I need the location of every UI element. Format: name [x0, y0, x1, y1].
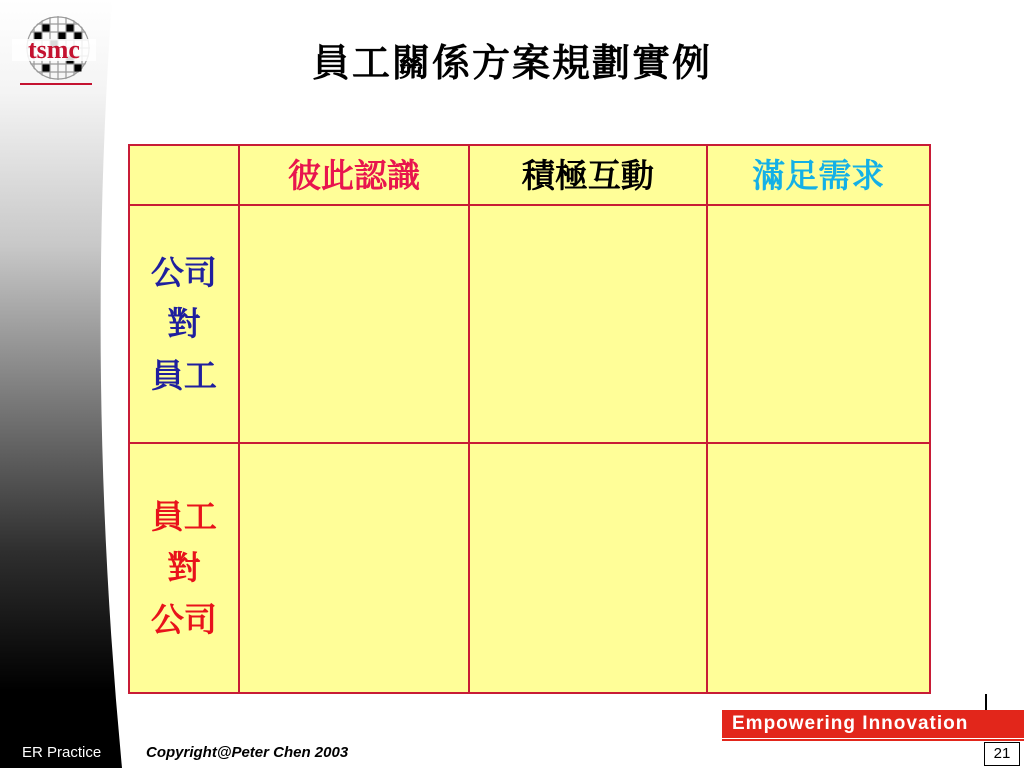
- slide-title: 員工關係方案規劃實例: [311, 40, 712, 85]
- corner-cell: [129, 145, 239, 205]
- row-label-employee-to-company-text: 員工 對 公司: [150, 497, 217, 639]
- slide-number: 21: [984, 742, 1020, 766]
- banner-tick: [985, 694, 987, 710]
- banner-underline: [722, 739, 1024, 741]
- table-cell: [707, 443, 930, 693]
- column-header-mutual-understanding: 彼此認識: [239, 145, 469, 205]
- row-label-company-to-employee-text: 公司 對 員工: [150, 253, 217, 395]
- row-label-employee-to-company: [129, 443, 239, 693]
- side-gradient-band: [0, 0, 126, 768]
- footer-section-label: ER Practice: [22, 744, 102, 761]
- table-cell: [239, 443, 469, 693]
- empowering-innovation-banner: Empowering Innovation: [722, 710, 1024, 738]
- plan-table: [128, 144, 931, 694]
- table-cell: [469, 205, 706, 443]
- table-cell: [469, 443, 706, 693]
- table-cell: [707, 205, 930, 443]
- svg-text:tsmc: tsmc: [28, 35, 80, 64]
- table-cell: [239, 205, 469, 443]
- footer-copyright: Copyright@Peter Chen 2003: [146, 744, 349, 761]
- column-header-satisfy-needs: 滿足需求: [707, 145, 930, 205]
- row-label-company-to-employee: [129, 205, 239, 443]
- column-header-active-interaction: 積極互動: [469, 145, 706, 205]
